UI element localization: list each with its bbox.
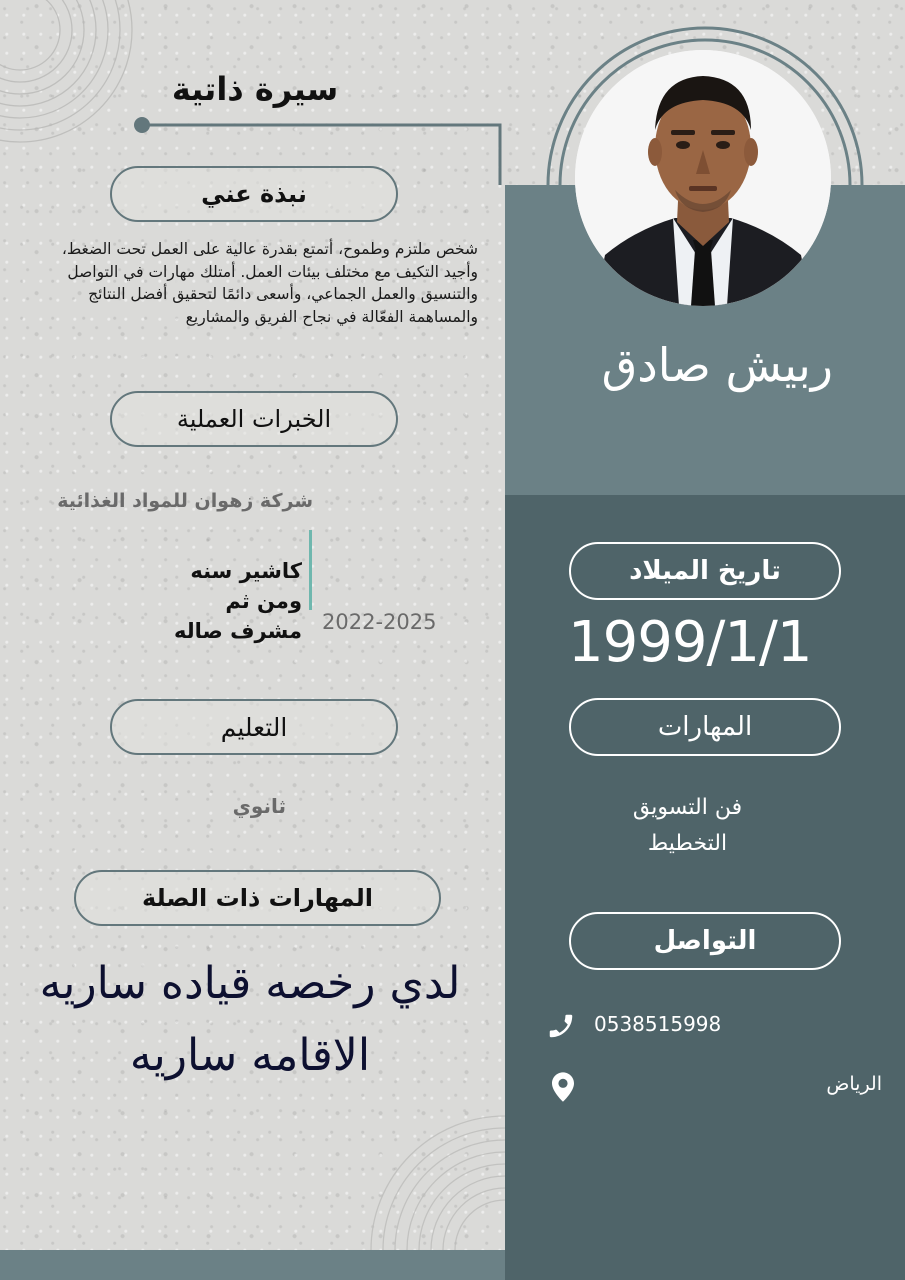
decorative-arcs-bottom: [340, 1100, 505, 1250]
about-text: شخص ملتزم وطموح، أتمتع بقدرة عالية على العمل تحت الضغط، وأجيد التكيف مع مختلف بيئات العمل. أمتلك مهارات في التواصل والتنسيق والعمل الجماعي، وأسعى دائمًا لتحقيق أفضل النتائج والمساهمة الفعّالة في نجاح الفريق والمشاريع: [61, 240, 478, 326]
section-birthdate-title: تاريخ الميلاد: [569, 542, 841, 600]
experience-accent-bar: [309, 530, 312, 610]
bottom-strip: [0, 1250, 505, 1280]
experience-company: شركة زهوان للمواد الغذائية: [57, 490, 313, 512]
education-level: ثانوي: [232, 794, 286, 818]
skill-item: التخطيط: [647, 831, 728, 856]
page-title: سيرة ذاتية: [171, 70, 339, 108]
skills-list: [600, 790, 775, 862]
related-skills-list: [10, 948, 490, 1092]
section-related-skills-title: المهارات ذات الصلة: [74, 870, 441, 926]
contact-city: الرياض: [826, 1073, 882, 1095]
related-skill-item: لدي رخصه قياده ساريه: [39, 958, 461, 1009]
phone-icon: [546, 1011, 576, 1041]
section-contact-title: التواصل: [569, 912, 841, 970]
related-skill-item: الاقامه ساريه: [129, 1030, 371, 1081]
birthdate-value: 1999/1/1: [568, 610, 812, 675]
section-about-title: نبذة عني: [110, 166, 398, 222]
profile-name: ربيش صادق: [601, 338, 833, 392]
section-skills-title: المهارات: [569, 698, 841, 756]
section-experience-title: الخبرات العملية: [110, 391, 398, 447]
experience-years: 2022-2025: [322, 610, 437, 634]
section-education-title: التعليم: [110, 699, 398, 755]
profile-photo: [575, 50, 831, 306]
skill-item: فن التسويق: [632, 795, 743, 820]
experience-role: كاشير سنه ومن ثم مشرف صاله: [174, 559, 302, 643]
location-pin-icon: [552, 1072, 574, 1102]
contact-phone[interactable]: 0538515998: [594, 1012, 722, 1036]
